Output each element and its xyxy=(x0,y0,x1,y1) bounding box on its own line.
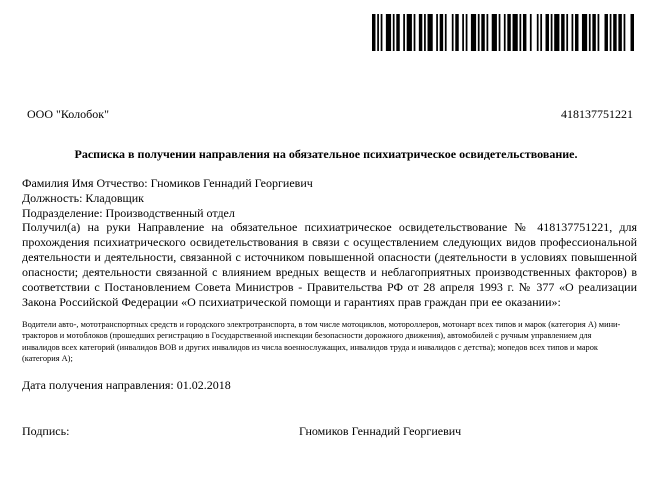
barcode-bar xyxy=(554,14,559,51)
barcode-bar xyxy=(440,14,443,51)
barcode-bar xyxy=(407,14,412,51)
barcode-bar xyxy=(481,14,484,51)
barcode-bar xyxy=(613,14,616,51)
barcode-bar xyxy=(618,14,621,51)
document-title: Расписка в получении направления на обязательное психиатрическое освидетельствование. xyxy=(74,147,578,161)
receipt-body-text: Получил(а) на руки Направление на обязательное психиатрическое освидетельствование № 418137751221, для прохождения психиатрического освидетельствования в связи с осуществлением следующих видов профессиональной деятельности и деятельности, связанной с источником повышенной опасности (деятельности в условиях повышенной опасности; деятельности связанной с влиянием вредных веществ и неблагоприятных производственных факторов) в соответствии с Постановлением Совета Министров - Правительства РФ от 28 апреля 1993 г. № 377 «О реализации Закона Российской Федерации «О психиатрической помощи и гарантиях прав граждан при ее оказании»: xyxy=(22,220,637,309)
barcode-bar xyxy=(519,14,521,51)
document-number: 418137751221 xyxy=(561,107,633,121)
barcode-bar xyxy=(386,14,391,51)
organization-name: ООО "Колобок" xyxy=(27,107,109,121)
barcode-bar xyxy=(396,14,399,51)
barcode-bar xyxy=(478,14,480,51)
barcode xyxy=(372,14,634,51)
barcode-bar xyxy=(445,14,447,51)
barcode-bar xyxy=(598,14,600,51)
barcode-bar xyxy=(575,14,578,51)
barcode-bar xyxy=(436,14,438,51)
barcode-bar xyxy=(582,14,587,51)
barcode-bar xyxy=(466,14,468,51)
barcode-bar xyxy=(455,14,458,51)
barcode-bar xyxy=(403,14,405,51)
barcode-bar xyxy=(504,14,506,51)
barcode-bar xyxy=(523,14,526,51)
barcode-bar xyxy=(631,14,634,51)
barcode-bar xyxy=(377,14,379,51)
barcode-bar xyxy=(419,14,422,51)
barcode-bar xyxy=(381,14,383,51)
barcode-bar xyxy=(540,14,542,51)
barcode-bar xyxy=(424,14,426,51)
barcode-bar xyxy=(513,14,518,51)
barcode-bar xyxy=(428,14,433,51)
barcode-bar xyxy=(492,14,497,51)
barcode-bar xyxy=(537,14,539,51)
barcode-bar xyxy=(462,14,464,51)
barcode-bar xyxy=(624,14,626,51)
barcode-bar xyxy=(452,14,454,51)
barcode-bar xyxy=(566,14,568,51)
barcode-bar xyxy=(592,14,595,51)
barcode-bar xyxy=(572,14,574,51)
barcode-bar xyxy=(499,14,501,51)
barcode-bar xyxy=(414,14,416,51)
barcode-bar xyxy=(605,14,608,51)
barcode-bar xyxy=(530,14,532,51)
barcode-bar xyxy=(507,14,510,51)
signature-label: Подпись: xyxy=(22,424,70,438)
barcode-bar xyxy=(471,14,476,51)
activities-list-text: Водители авто-, мототранспортных средств и городского электротранспорта, в том числе мотоциклов, мотороллеров, мотонарт всех типов и марок (категория А) мини-тракторов и мотоблоков (прошедших регистрацию в Государственной инспекции безопасности дорожного движения), автомобилей с ручным управлением для инвалидов всех категорий (инвалидов ВОВ и других инвалидов из числа военнослужащих, инвалидов труда и инвалидов с детства); мопедов всех типов и марок (категория А); xyxy=(22,320,621,363)
signature-name: Гномиков Геннадий Георгиевич xyxy=(299,424,462,438)
employee-department: Подразделение: Производственный отдел xyxy=(22,206,235,220)
barcode-bar xyxy=(546,14,549,51)
barcode-bar xyxy=(610,14,612,51)
barcode-bar xyxy=(589,14,591,51)
employee-fio: Фамилия Имя Отчество: Гномиков Геннадий Георгиевич xyxy=(22,176,313,190)
barcode-bar xyxy=(393,14,395,51)
barcode-bar xyxy=(372,14,375,51)
barcode-bar xyxy=(551,14,553,51)
barcode-bar xyxy=(561,14,564,51)
employee-position: Должность: Кладовщик xyxy=(22,191,144,205)
receipt-date: Дата получения направления: 01.02.2018 xyxy=(22,378,231,392)
barcode-bar xyxy=(487,14,489,51)
